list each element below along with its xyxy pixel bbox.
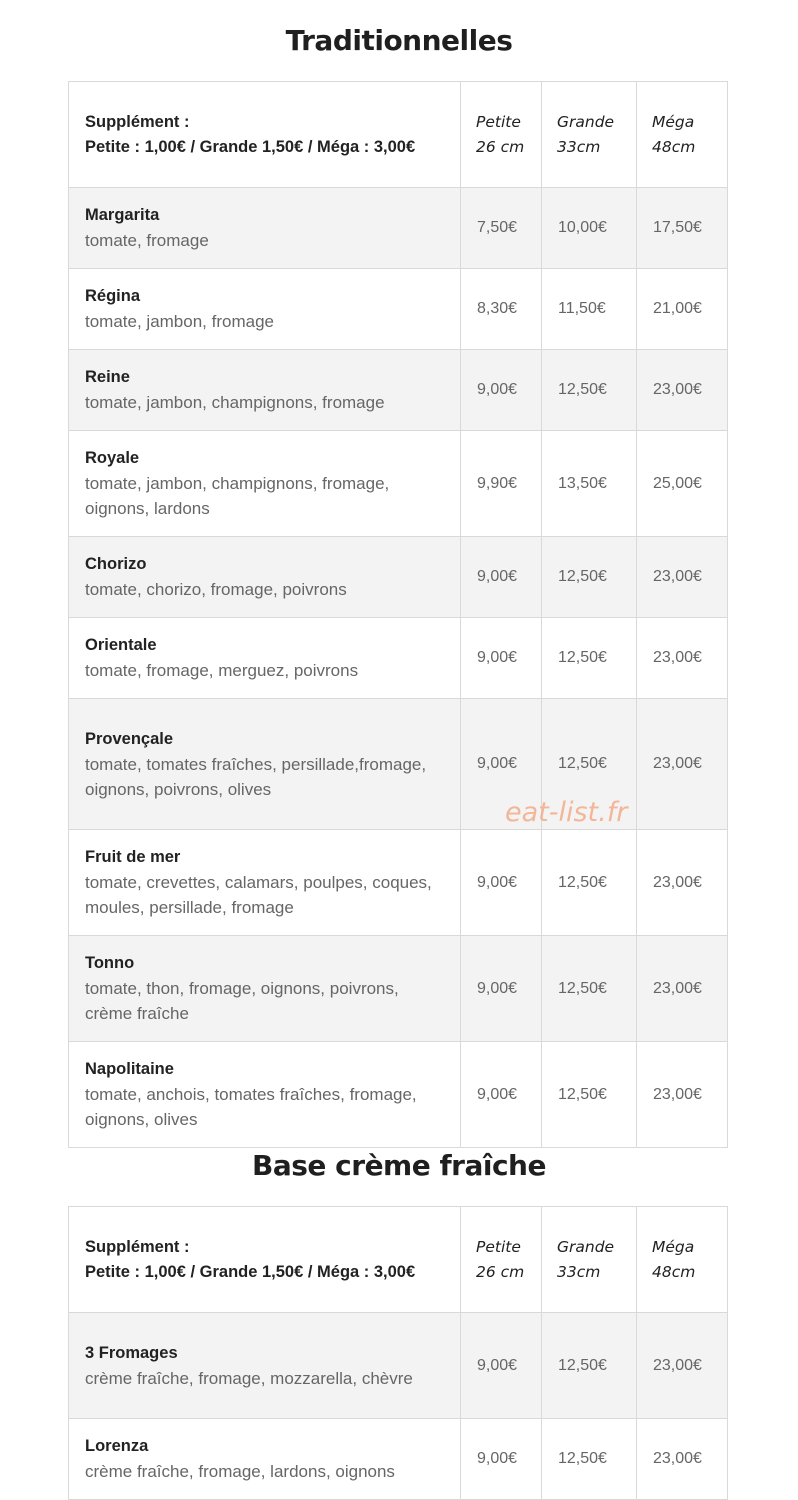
price-mega: 23,00€	[637, 1419, 728, 1500]
item-cell	[69, 830, 461, 936]
item-description: tomate, fromage	[85, 231, 209, 250]
item-cell	[69, 699, 461, 830]
watermark: eat-list.fr	[505, 797, 628, 828]
price-grande: 12,50€	[542, 936, 637, 1042]
table-row	[69, 269, 728, 350]
table-row	[69, 1042, 728, 1148]
item-cell	[69, 537, 461, 618]
price-petite: 7,50€	[461, 188, 542, 269]
price-petite: 9,00€	[461, 1042, 542, 1148]
item-description: tomate, fromage, merguez, poivrons	[85, 661, 359, 680]
price-grande: 12,50€	[542, 350, 637, 431]
item-cell	[69, 1313, 461, 1419]
item-cell	[69, 618, 461, 699]
price-petite: 9,00€	[461, 1419, 542, 1500]
item-cell	[69, 1419, 461, 1500]
price-grande: 12,50€	[542, 537, 637, 618]
price-grande: 12,50€	[542, 699, 637, 830]
item-description: tomate, tomates fraîches, persillade,fromage, oignons, poivrons, olives	[85, 754, 427, 799]
table-header-row	[69, 1207, 728, 1313]
item-cell	[69, 188, 461, 269]
price-petite: 9,00€	[461, 350, 542, 431]
item-description: tomate, anchois, tomates fraîches, fromage, oignons, olives	[85, 1085, 417, 1129]
supplement-text: Petite : 1,00€ / Grande 1,50€ / Méga : 3,00€	[85, 137, 416, 156]
price-mega: 25,00€	[637, 431, 728, 537]
section-title-base-creme-fraiche: Base crème fraîche	[252, 1149, 546, 1182]
table-row	[69, 537, 728, 618]
menu-table-base-creme-fraiche	[68, 1206, 728, 1500]
item-description: tomate, jambon, fromage	[85, 312, 274, 331]
price-grande: 13,50€	[542, 431, 637, 537]
item-cell	[69, 350, 461, 431]
item-description: crème fraîche, fromage, lardons, oignons	[85, 1462, 395, 1481]
table-row	[69, 431, 728, 537]
table-row	[69, 188, 728, 269]
price-grande: 12,50€	[542, 618, 637, 699]
item-name: 3 Fromages	[85, 1343, 178, 1362]
menu-table-traditionnelles	[68, 81, 728, 1148]
table-row	[69, 936, 728, 1042]
size-header-petite: Petite 26 cm	[461, 82, 542, 188]
item-description: tomate, chorizo, fromage, poivrons	[85, 580, 347, 599]
item-description: tomate, jambon, champignons, fromage	[85, 393, 385, 412]
item-name: Reine	[85, 368, 130, 386]
price-grande: 10,00€	[542, 188, 637, 269]
item-description: tomate, jambon, champignons, fromage, oignons, lardons	[85, 474, 390, 518]
item-description: crème fraîche, fromage, mozzarella, chèvre	[85, 1368, 413, 1388]
supplement-title: Supplément :	[85, 112, 190, 131]
price-mega: 21,00€	[637, 269, 728, 350]
item-name: Orientale	[85, 636, 157, 654]
price-grande: 12,50€	[542, 1042, 637, 1148]
item-name: Tonno	[85, 954, 135, 972]
table-header-row	[69, 82, 728, 188]
price-petite: 9,90€	[461, 431, 542, 537]
supplement-text: Petite : 1,00€ / Grande 1,50€ / Méga : 3,00€	[85, 1262, 416, 1281]
item-name: Provençale	[85, 729, 174, 748]
price-mega: 23,00€	[637, 618, 728, 699]
size-header-grande: Grande 33cm	[542, 82, 637, 188]
item-description: tomate, crevettes, calamars, poulpes, coques, moules, persillade, fromage	[85, 873, 432, 917]
price-petite: 9,00€	[461, 830, 542, 936]
item-name: Régina	[85, 287, 141, 305]
item-name: Margarita	[85, 206, 160, 224]
price-petite: 9,00€	[461, 1313, 542, 1419]
price-petite: 9,00€	[461, 618, 542, 699]
item-description: tomate, thon, fromage, oignons, poivrons, crème fraîche	[85, 979, 399, 1023]
price-mega: 23,00€	[637, 1313, 728, 1419]
price-petite: 9,00€	[461, 699, 542, 830]
item-cell	[69, 1042, 461, 1148]
size-header-grande: Grande 33cm	[542, 1207, 637, 1313]
price-mega: 23,00€	[637, 830, 728, 936]
size-header-petite: Petite 26 cm	[461, 1207, 542, 1313]
item-name: Chorizo	[85, 555, 147, 573]
supplement-title: Supplément :	[85, 1237, 190, 1256]
supplement-header	[69, 82, 461, 188]
item-cell	[69, 431, 461, 537]
supplement-header	[69, 1207, 461, 1313]
table-row	[69, 1313, 728, 1419]
item-cell	[69, 936, 461, 1042]
price-grande: 11,50€	[542, 269, 637, 350]
price-petite: 9,00€	[461, 537, 542, 618]
price-mega: 17,50€	[637, 188, 728, 269]
price-petite: 9,00€	[461, 936, 542, 1042]
item-name: Lorenza	[85, 1437, 149, 1455]
price-mega: 23,00€	[637, 350, 728, 431]
price-grande: 12,50€	[542, 1313, 637, 1419]
section-title-traditionnelles: Traditionnelles	[285, 24, 513, 57]
item-cell	[69, 269, 461, 350]
size-header-mega: Méga 48cm	[637, 82, 728, 188]
price-grande: 12,50€	[542, 1419, 637, 1500]
price-mega: 23,00€	[637, 936, 728, 1042]
item-name: Royale	[85, 449, 140, 467]
table-row	[69, 618, 728, 699]
price-mega: 23,00€	[637, 699, 728, 830]
item-name: Napolitaine	[85, 1060, 174, 1078]
item-name: Fruit de mer	[85, 848, 181, 866]
table-row	[69, 699, 728, 830]
table-row	[69, 1419, 728, 1500]
table-row	[69, 830, 728, 936]
size-header-mega: Méga 48cm	[637, 1207, 728, 1313]
price-mega: 23,00€	[637, 1042, 728, 1148]
table-row	[69, 350, 728, 431]
price-mega: 23,00€	[637, 537, 728, 618]
price-petite: 8,30€	[461, 269, 542, 350]
price-grande: 12,50€	[542, 830, 637, 936]
